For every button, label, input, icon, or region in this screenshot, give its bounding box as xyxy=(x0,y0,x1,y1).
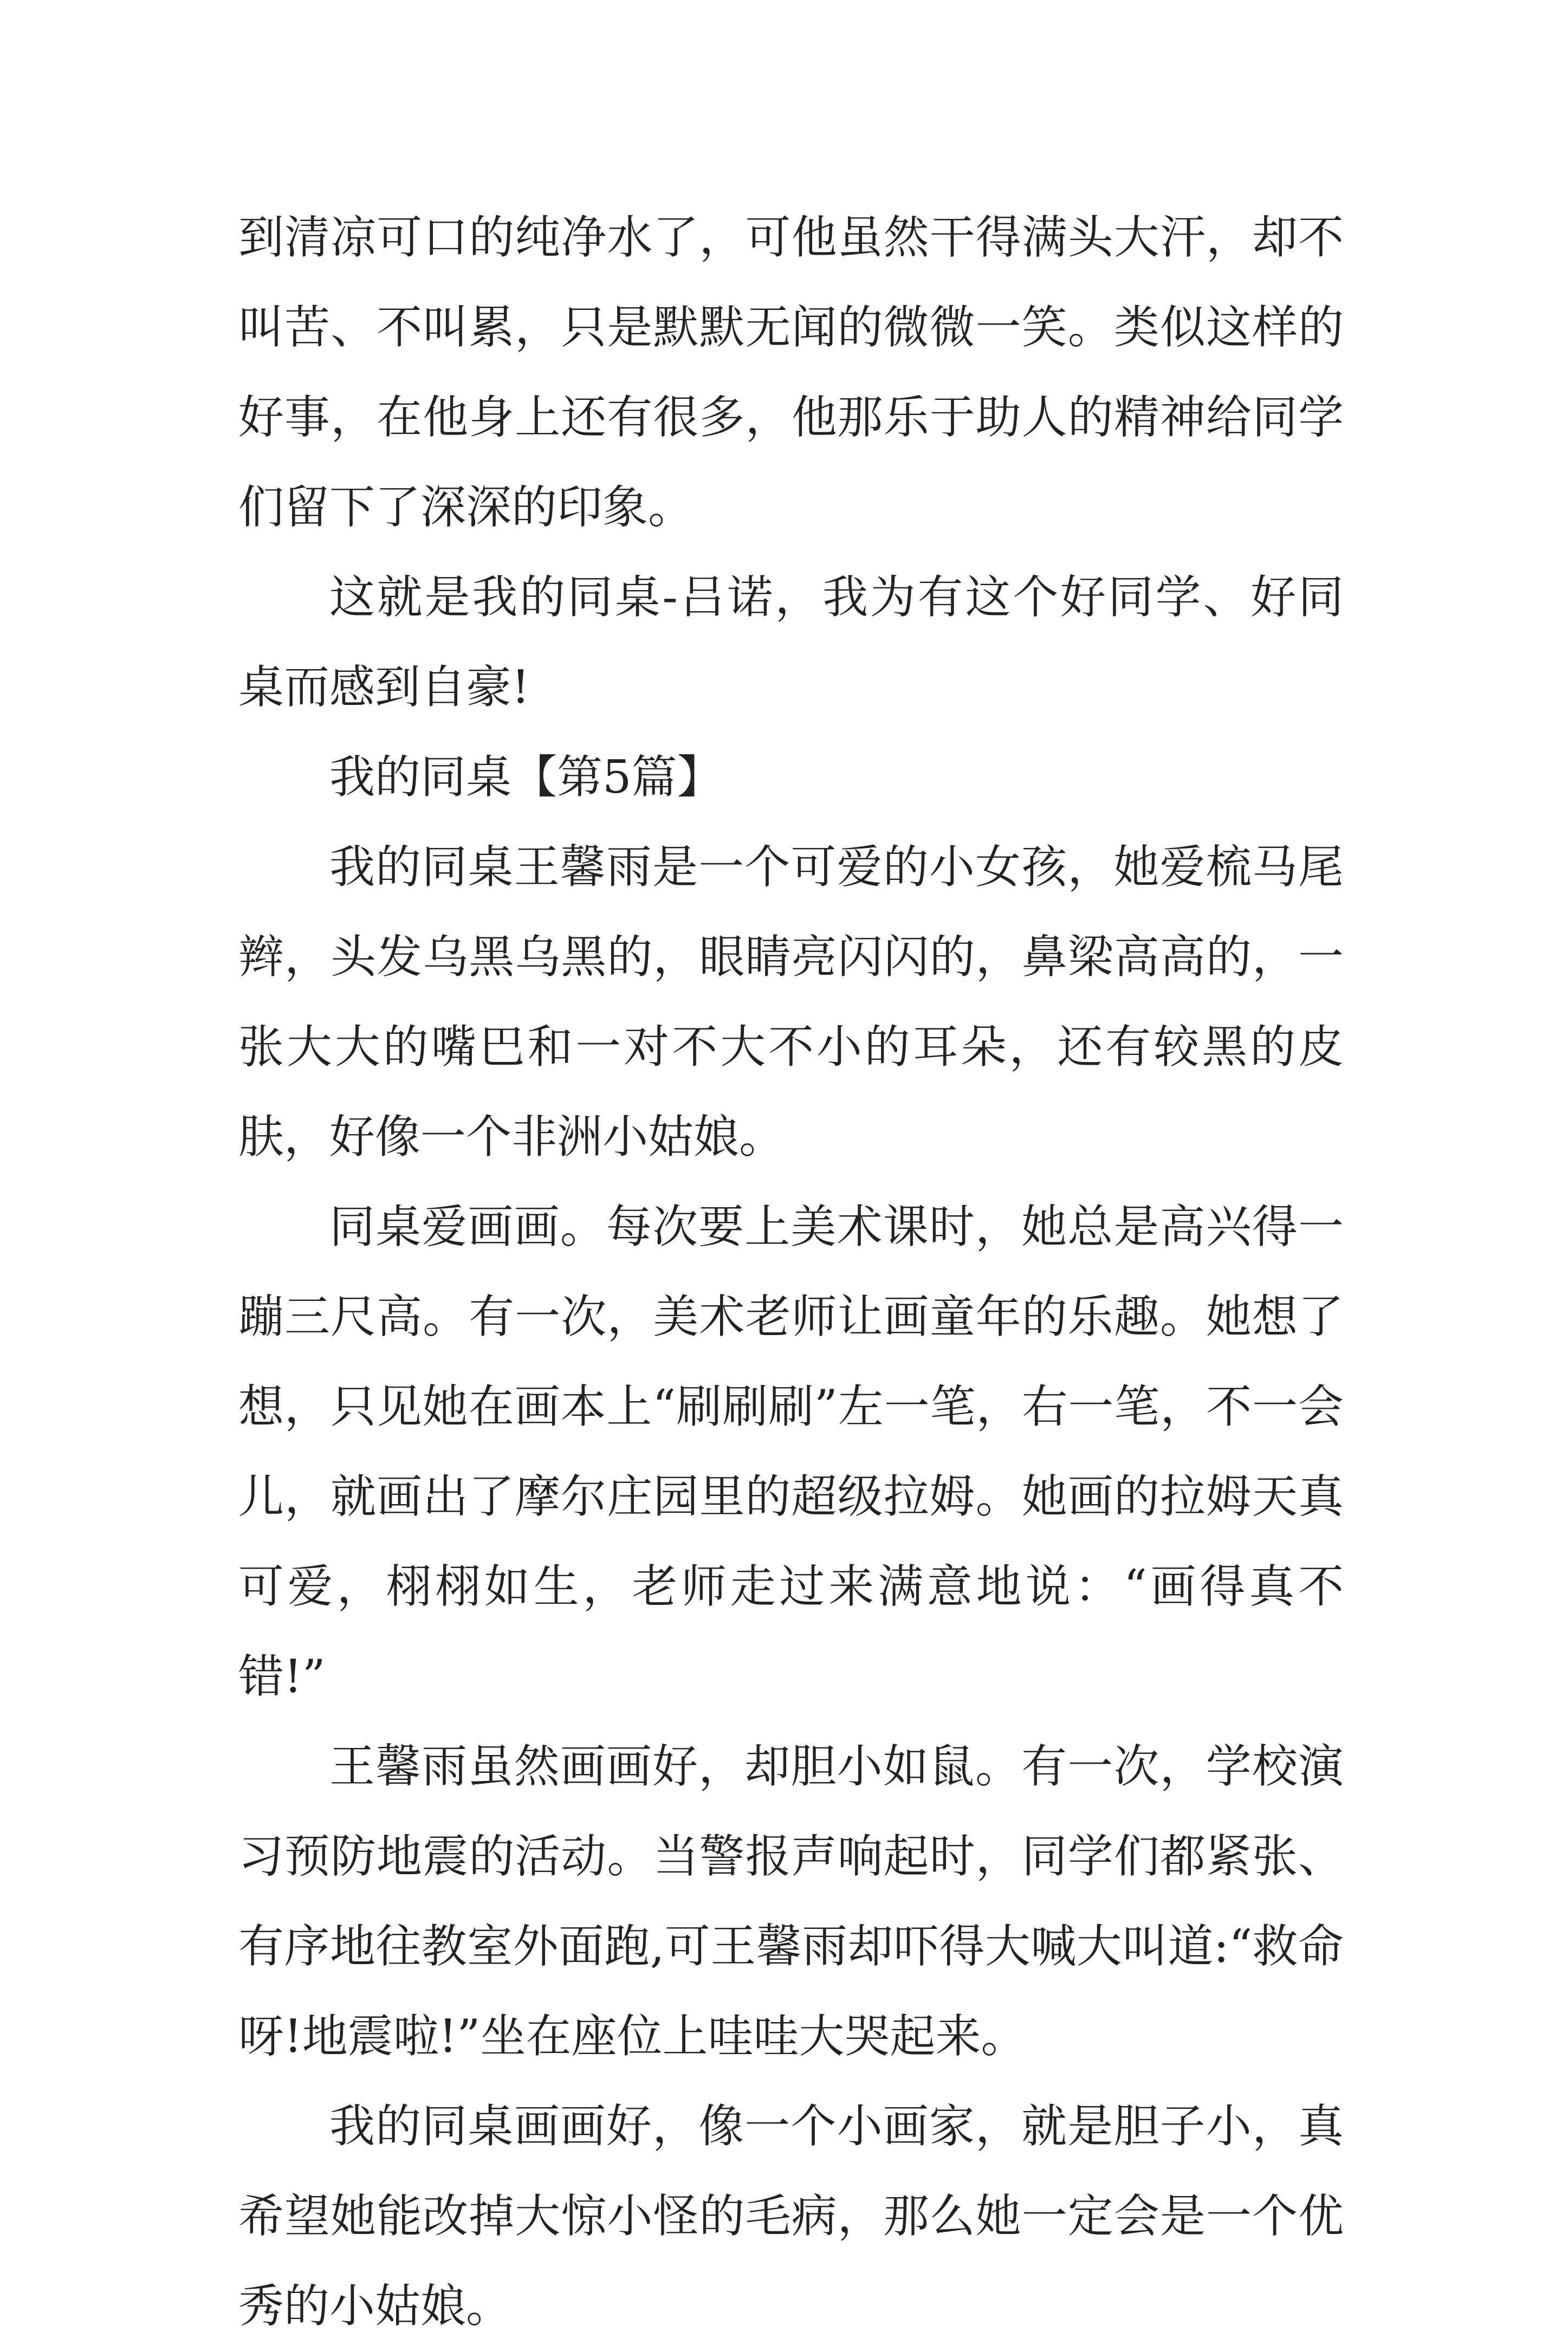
paragraph-description: 我的同桌王馨雨是一个可爱的小女孩，她爱梳马尾辫，头发乌黑乌黑的，眼睛亮闪闪的，鼻梁高高的，一张大大的嘴巴和一对不大不小的耳朵，还有较黑的皮肤，好像一个非洲小姑娘。 xyxy=(238,840,1344,1163)
section-heading: 我的同桌【第5篇】 xyxy=(329,750,723,804)
paragraph-conclusion: 这就是我的同桌-吕诺，我为有这个好同学、好同桌而感到自豪! xyxy=(238,571,1344,714)
document-body xyxy=(238,192,1344,2351)
paragraph-earthquake-drill: 王馨雨虽然画画好，却胆小如鼠。有一次，学校演习预防地震的活动。当警报声响起时，同学们都紧张、有序地往教室外面跑,可王馨雨却吓得大喊大叫道:“救命呀!地震啦!”坐在座位上哇哇大哭起来。 xyxy=(238,1740,1344,2063)
paragraph-closing: 我的同桌画画好，像一个小画家，就是胆子小，真希望她能改掉大惊小怪的毛病，那么她一定会是一个优秀的小姑娘。 xyxy=(238,2100,1344,2333)
paragraph-continuation: 到清凉可口的纯净水了，可他虽然干得满头大汗，却不叫苦、不叫累，只是默默无闻的微微一笑。类似这样的好事，在他身上还有很多，他那乐于助人的精神给同学们留下了深深的印象。 xyxy=(238,211,1344,534)
paragraph-drawing: 同桌爱画画。每次要上美术课时，她总是高兴得一蹦三尺高。有一次，美术老师让画童年的乐趣。她想了想，只见她在画本上“刷刷刷”左一笔，右一笔，不一会儿，就画出了摩尔庄园里的超级拉姆。她画的拉姆天真可爱，栩栩如生，老师走过来满意地说：“画得真不错!” xyxy=(238,1200,1344,1703)
